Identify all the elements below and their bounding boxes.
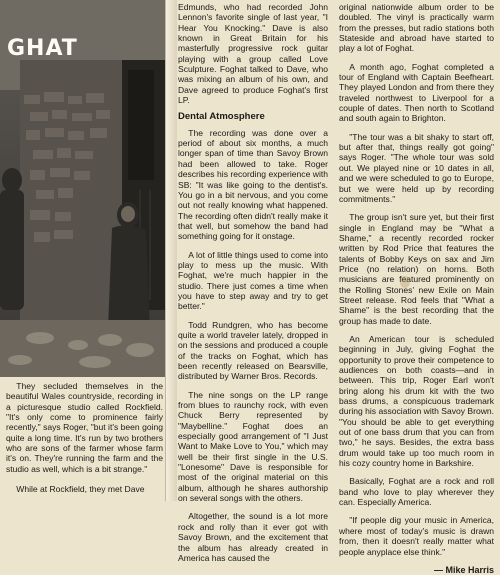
column-divider [165,0,177,501]
article-paragraph: Basically, Foghat are a rock and roll band who love to play wherever they can. Especially America. [339,476,494,508]
article-paragraph: The nine songs on the LP range from blues to raunchy rock, with even Chuck Berry represented by "Maybelline." Foghat does an especially good arrangement of "I Just Want to Make Love to You," which may well be their first single in the U.S. "Lonesome" Dave is responsible for most of the original material on this album, although he shares authorship on several songs with the others. [178,389,328,504]
article-middle-column [178,2,328,563]
band-photo [0,0,165,377]
article-paragraph: A month ago, Foghat completed a tour of England with Captain Beefheart. They played London and from there they traveled northwest to Liverpool for a couple of dates. Then north to Scotland and south again to Brighton. [339,61,494,124]
caption-paragraph: While at Rockfield, they met Dave [16,484,145,495]
article-paragraph: "The tour was a bit shaky to start off, but after that, things really got going" says Roger. "The whole tour was sold out. We played nine or 10 dates in all, and we were scheduled to go to Europe, but we were held up by recording commitments." [339,131,494,204]
article-right-column [339,2,494,575]
caption-column [6,381,163,504]
article-paragraph: Todd Rundgren, who has become quite a world traveler lately, dropped in on the sessions and produced a couple of the tracks on Foghat, which has been recently released on Bearsville, distributed by Warner Bros. Records. [178,319,328,382]
author-signature: — Mike Harris [433,564,494,575]
photo-sign-text: GHAT [7,36,78,61]
article-paragraph: Edmunds, who had recorded John Lennon's favorite single of last year, "I Hear You Knocking." Dave is also known in Great Britain for his masterfully progressive rock guitar playing with a group called Love Sculpture. Foghat talked to Dave, who was mixing an album of his own, and Dave agreed to produce Foghat's first LP. [178,2,328,106]
article-paragraph: The group isn't sure yet, but their first single in England may be "What a Shame," a recently recorded rocker written by Rod Price that features the talents of Bobby Keys on sax and Jim Price (no relation) on horns. Both musicians are featured prominently on the Rolling Stones' new Exile on Main Street release. Rod feels that "What a Shame" is the best recording that the group has made to date. [339,212,494,326]
article-paragraph: An American tour is scheduled beginning in July, giving Foghat the opportunity to prove their competence to audiences on both coasts—and in between. This trip, Roger Earl won't bring along his drum kit with the two bass drums, a conspicuous trademark during his association with Savoy Brown. "You should be able to get everything out of one bass drum that you can from two," he says. Besides, the extra bass drum would take up too much room in his cozy country home in Barkshire. [339,333,494,469]
section-heading: Dental Atmosphere [178,111,265,123]
article-paragraph: The recording was done over a period of about six months, a much longer span of time than Savoy Brown had been allowed to take. Roger describes his recording experience with SB: "It was like going to the dentist's. You go in a bit nervous, and you come out not really knowing what happened. The recording often didn't really make it that well, but somehow the band had something going for it onstage. [178,127,328,242]
article-paragraph: A lot of little things used to come into play to mess up the music. With Foghat, we're much happier in the studio. There just comes a time when you have to step away and try to get better." [178,249,328,312]
article-paragraph: original nationwide album order to be doubled. The vinyl is practically warm from the presses, but radio stations both Stateside and abroad have started to play a lot of Foghat. [339,2,494,54]
caption-paragraph: They secluded themselves in the beautiful Wales countryside, recording in a picturesque studio called Rockfield. "It's only come to prominence fairly recently," says Roger, "but it's been going quite a long time. It's run by two brothers who are sons of the farmer whose farm it's on. They're running the farm and the studio as well, which is a bit strange." [6,381,163,474]
article-paragraph: "If people dig your music in America, where most of today's music is drawn from, then it doesn't really matter what people anyplace else think." [339,515,494,557]
paper-stain [400,276,410,288]
article-paragraph: Altogether, the sound is a lot more rock and rolly than it ever got with Savoy Brown, and the excitement that the album has already created in America has caused the [178,511,328,563]
